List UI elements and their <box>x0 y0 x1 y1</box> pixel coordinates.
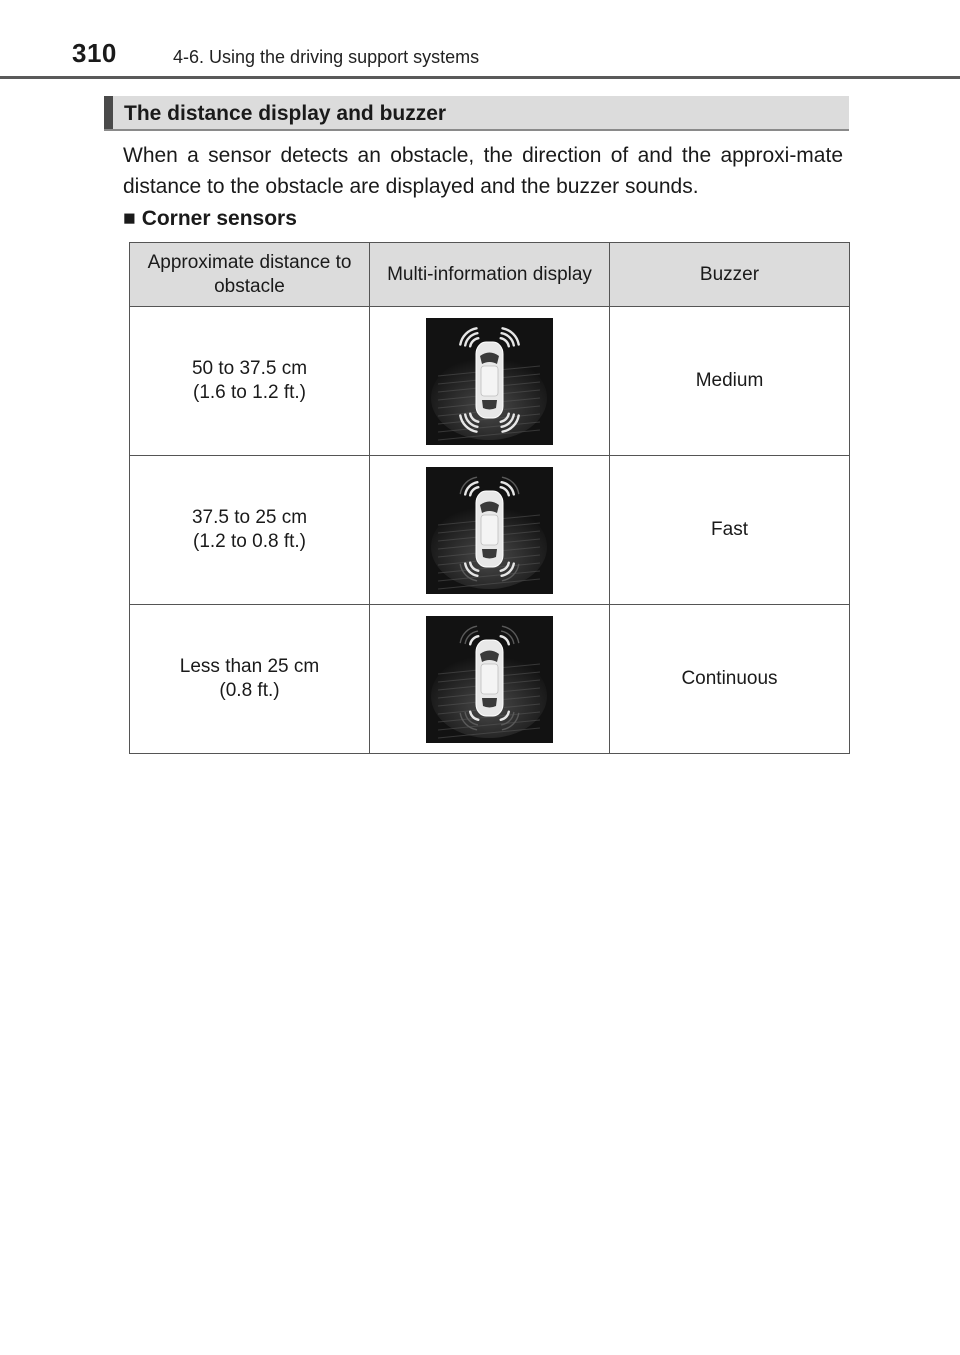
buzzer-cell: Continuous <box>610 605 850 754</box>
distance-cell <box>130 456 370 605</box>
distance-metric: Less than 25 cm <box>179 656 320 677</box>
header-display-line2: display <box>532 263 592 285</box>
table-row <box>130 456 850 605</box>
header-display-line1: Multi-information <box>387 263 528 285</box>
distance-imperial: (1.2 to 0.8 ft.) <box>193 531 306 552</box>
display-cell <box>370 307 610 456</box>
display-cell <box>370 605 610 754</box>
car-top-view <box>476 491 503 567</box>
car-sensor-display-icon <box>426 616 553 743</box>
distance-imperial: (1.6 to 1.2 ft.) <box>193 382 306 403</box>
intro-paragraph: When a sensor detects an obstacle, the direction of and the approxi-mate distance to the obstacle are displayed and the buzzer sounds. <box>123 144 843 198</box>
header-distance <box>130 243 370 307</box>
square-bullet-icon: ■ <box>123 207 136 230</box>
table-header-row <box>130 243 850 307</box>
car-sensor-display-icon <box>426 318 553 445</box>
header-rule <box>0 76 960 79</box>
display-cell <box>370 456 610 605</box>
chapter-title: 4-6. Using the driving support systems <box>173 47 480 67</box>
header-distance-line1: Approximate distance to <box>147 251 352 273</box>
car-roof <box>481 664 498 694</box>
header-buzzer: Buzzer <box>610 243 850 307</box>
car-rear-window <box>482 400 497 410</box>
page-number: 310 <box>72 38 117 68</box>
subheading <box>123 207 297 231</box>
header-display <box>370 243 610 307</box>
car-rear-window <box>482 698 497 708</box>
table-row <box>130 307 850 456</box>
car-top-view <box>476 640 503 716</box>
section-title: The distance display and buzzer <box>124 102 447 125</box>
car-roof <box>481 515 498 545</box>
car-sensor-display-icon <box>426 467 553 594</box>
table-row <box>130 605 850 754</box>
car-top-view <box>476 342 503 418</box>
section-heading <box>104 96 849 131</box>
car-roof <box>481 366 498 396</box>
buzzer-cell: Medium <box>610 307 850 456</box>
heading-underline <box>104 129 849 131</box>
page-header <box>0 0 960 80</box>
buzzer-cell: Fast <box>610 456 850 605</box>
car-rear-window <box>482 549 497 559</box>
distance-cell <box>130 307 370 456</box>
header-distance-line2: obstacle <box>214 275 285 297</box>
distance-imperial: (0.8 ft.) <box>219 680 280 701</box>
heading-accent-bar <box>104 96 113 131</box>
sensor-table <box>129 242 850 754</box>
subheading-text: Corner sensors <box>141 207 297 230</box>
distance-cell <box>130 605 370 754</box>
distance-metric: 50 to 37.5 cm <box>191 358 308 379</box>
distance-metric: 37.5 to 25 cm <box>191 507 308 528</box>
